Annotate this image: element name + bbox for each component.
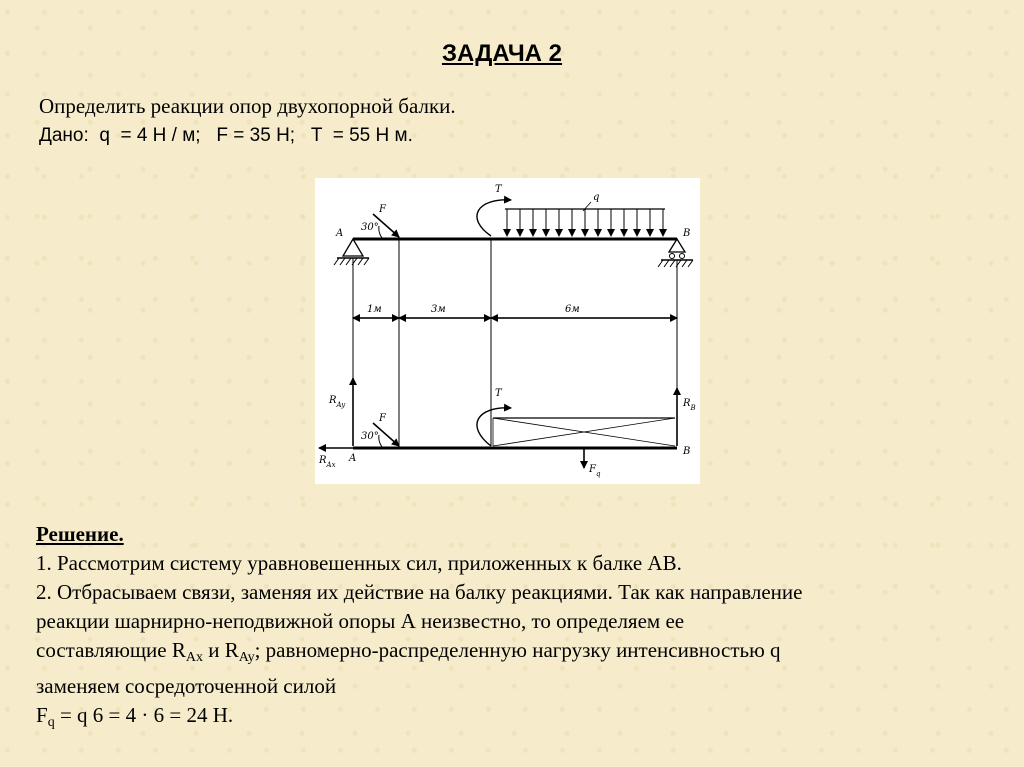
beam-diagram bbox=[315, 178, 700, 484]
page-title: ЗАДАЧА 2 bbox=[441, 40, 563, 67]
task-statement: Определить реакции опор двухопорной балки. bbox=[39, 94, 456, 118]
solution-block bbox=[36, 520, 996, 737]
solution-heading: Решение. bbox=[36, 522, 124, 546]
label-t-bottom: T bbox=[495, 388, 502, 399]
label-fq: $F_q$ bbox=[589, 464, 601, 478]
label-rax: $R_{Ax}$ bbox=[319, 455, 336, 469]
label-q: q bbox=[593, 192, 600, 203]
dim-label-3: 6м bbox=[565, 304, 580, 315]
dim-label-2: 3м bbox=[431, 304, 446, 315]
solution-line-2: 2. Отбрасываем связи, заменяя их действие на балку реакциями. Так как направление bbox=[36, 580, 803, 604]
load-rectangle bbox=[493, 418, 675, 446]
beam-diagram-svg bbox=[315, 178, 700, 484]
label-b-top: B bbox=[683, 228, 691, 239]
angle-bottom: 30° bbox=[361, 431, 379, 442]
moment-t-top-arrow bbox=[477, 200, 511, 236]
distributed-load-q bbox=[505, 202, 665, 236]
solution-line-5: заменяем сосредоточенной силой bbox=[36, 674, 337, 698]
support-a-top-icon bbox=[334, 239, 369, 265]
label-a-top: A bbox=[336, 228, 344, 239]
angle-top: 30° bbox=[361, 222, 379, 233]
dim-label-1: 1м bbox=[367, 304, 382, 315]
solution-line-1: 1. Рассмотрим систему уравновешенных сил, приложенных к балке АВ. bbox=[36, 551, 682, 575]
label-t-top: T bbox=[495, 184, 502, 195]
label-rb: $R_B$ bbox=[683, 398, 696, 412]
task-given: Дано: q = 4 Н / м; F = 35 Н; T = 55 Н м. bbox=[39, 125, 413, 146]
solution-line-4: составляющие $R_{Ax}$ и $R_{Ay}$; равномерно-распределенную нагрузку интенсивностью q bbox=[36, 638, 781, 665]
moment-t-bottom-arrow bbox=[477, 408, 511, 446]
solution-line-3: реакции шарнирно-неподвижной опоры А неизвестно, то определяем ее bbox=[36, 609, 685, 633]
label-b-bottom: B bbox=[683, 446, 691, 457]
label-f-bottom: F bbox=[379, 413, 386, 424]
support-b-top-icon bbox=[658, 239, 693, 267]
label-f-top: F bbox=[379, 204, 386, 215]
label-a-bottom: A bbox=[349, 453, 357, 464]
label-ray: $R_{Ay}$ bbox=[329, 395, 346, 409]
solution-line-6: $F_q = q$ 6 = 4 · 6 = 24 Н. bbox=[36, 703, 234, 730]
